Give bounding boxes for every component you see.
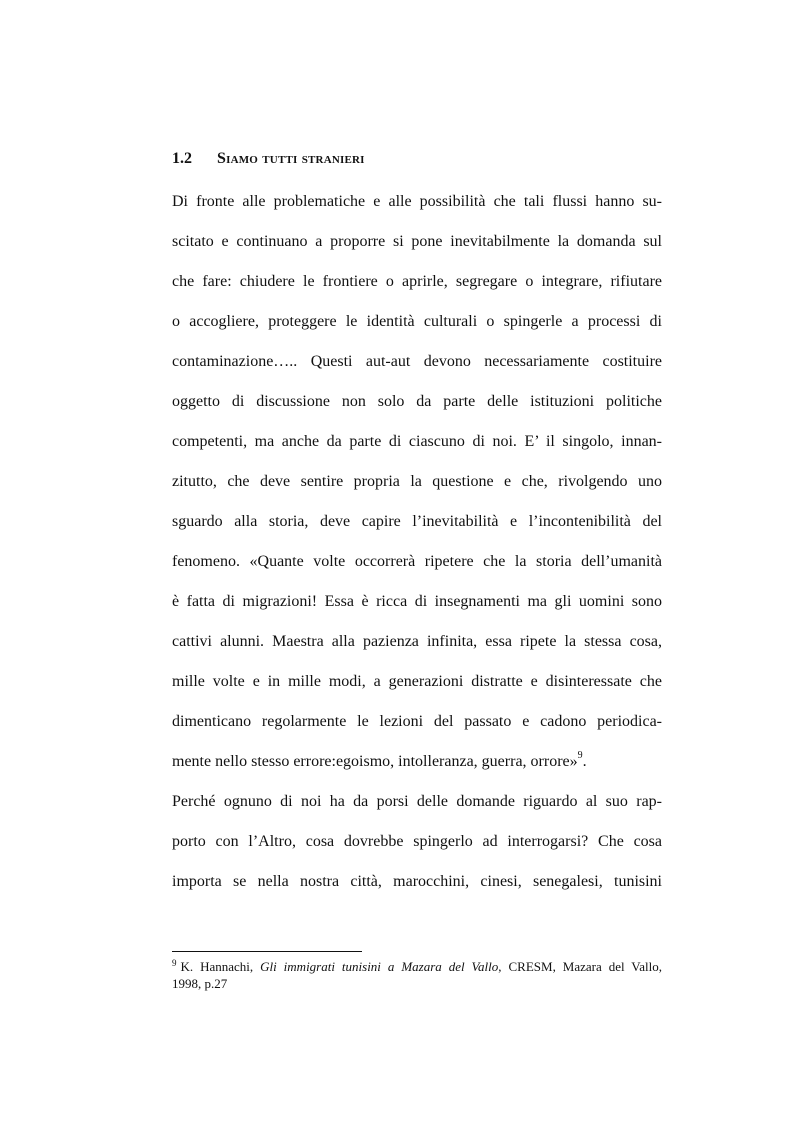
section-title: Siamo tutti stranieri <box>217 150 365 167</box>
footnote-line-2: 1998, p.27 <box>172 976 228 991</box>
paragraph-line: competenti, ma anche da parte di ciascuno di noi. E’ il singolo, innan- <box>172 433 662 450</box>
paragraph-line: scitato e continuano a proporre si pone inevitabilmente la domanda sul <box>172 233 662 250</box>
footnote-author: K. Hannachi, <box>180 959 254 974</box>
paragraph-line: contaminazione….. Questi aut-aut devono necessariamente costituire <box>172 353 662 370</box>
paragraph-line: che fare: chiudere le frontiere o aprirle, segregare o integrare, rifiutare <box>172 273 662 290</box>
paragraph-line: importa se nella nostra città, marocchini, cinesi, senegalesi, tunisini <box>172 873 662 890</box>
paragraph-line: oggetto di discussione non solo da parte delle istituzioni politiche <box>172 393 662 410</box>
paragraph-line-end: . <box>582 753 587 770</box>
footnote-mark: 9 <box>172 958 177 968</box>
paragraph-line: Di fronte alle problematiche e alle possibilità che tali flussi hanno su- <box>172 193 662 210</box>
footnote-title: Gli immigrati tunisini a Mazara del Vallo <box>260 959 499 974</box>
paragraph-line: mille volte e in mille modi, a generazioni distratte e disinteressate che <box>172 673 662 690</box>
footnote-reference[interactable]: 9 <box>577 750 583 761</box>
paragraph-line: è fatta di migrazioni! Essa è ricca di insegnamenti ma gli uomini sono <box>172 593 662 610</box>
section-number: 1.2 <box>172 150 192 167</box>
paragraph-line: porto con l’Altro, cosa dovrebbe spingerlo ad interrogarsi? Che cosa <box>172 833 662 850</box>
paragraph-line: fenomeno. «Quante volte occorrerà ripetere che la storia dell’umanità <box>172 553 662 570</box>
footnote <box>172 958 662 992</box>
paragraph-line: dimenticano regolarmente le lezioni del passato e cadono periodica- <box>172 713 662 730</box>
footnote-line <box>172 958 662 975</box>
footnote-divider <box>172 951 362 952</box>
body-text <box>172 188 662 908</box>
paragraph-line: zitutto, che deve sentire propria la questione e che, rivolgendo uno <box>172 473 662 490</box>
section-heading <box>172 148 672 170</box>
paragraph-line-text: mente nello stesso errore:egoismo, intolleranza, guerra, orrore» <box>172 753 578 770</box>
footnote-publisher: , CRESM, Mazara del Vallo, <box>498 959 662 974</box>
paragraph-last-line <box>172 748 662 788</box>
paragraph-line: o accogliere, proteggere le identità culturali o spingerle a processi di <box>172 313 662 330</box>
paragraph-line: Perché ognuno di noi ha da porsi delle domande riguardo al suo rap- <box>172 793 662 810</box>
paragraph-line: sguardo alla storia, deve capire l’inevitabilità e l’incontenibilità del <box>172 513 662 530</box>
paragraph-line: cattivi alunni. Maestra alla pazienza infinita, essa ripete la stessa cosa, <box>172 633 662 650</box>
